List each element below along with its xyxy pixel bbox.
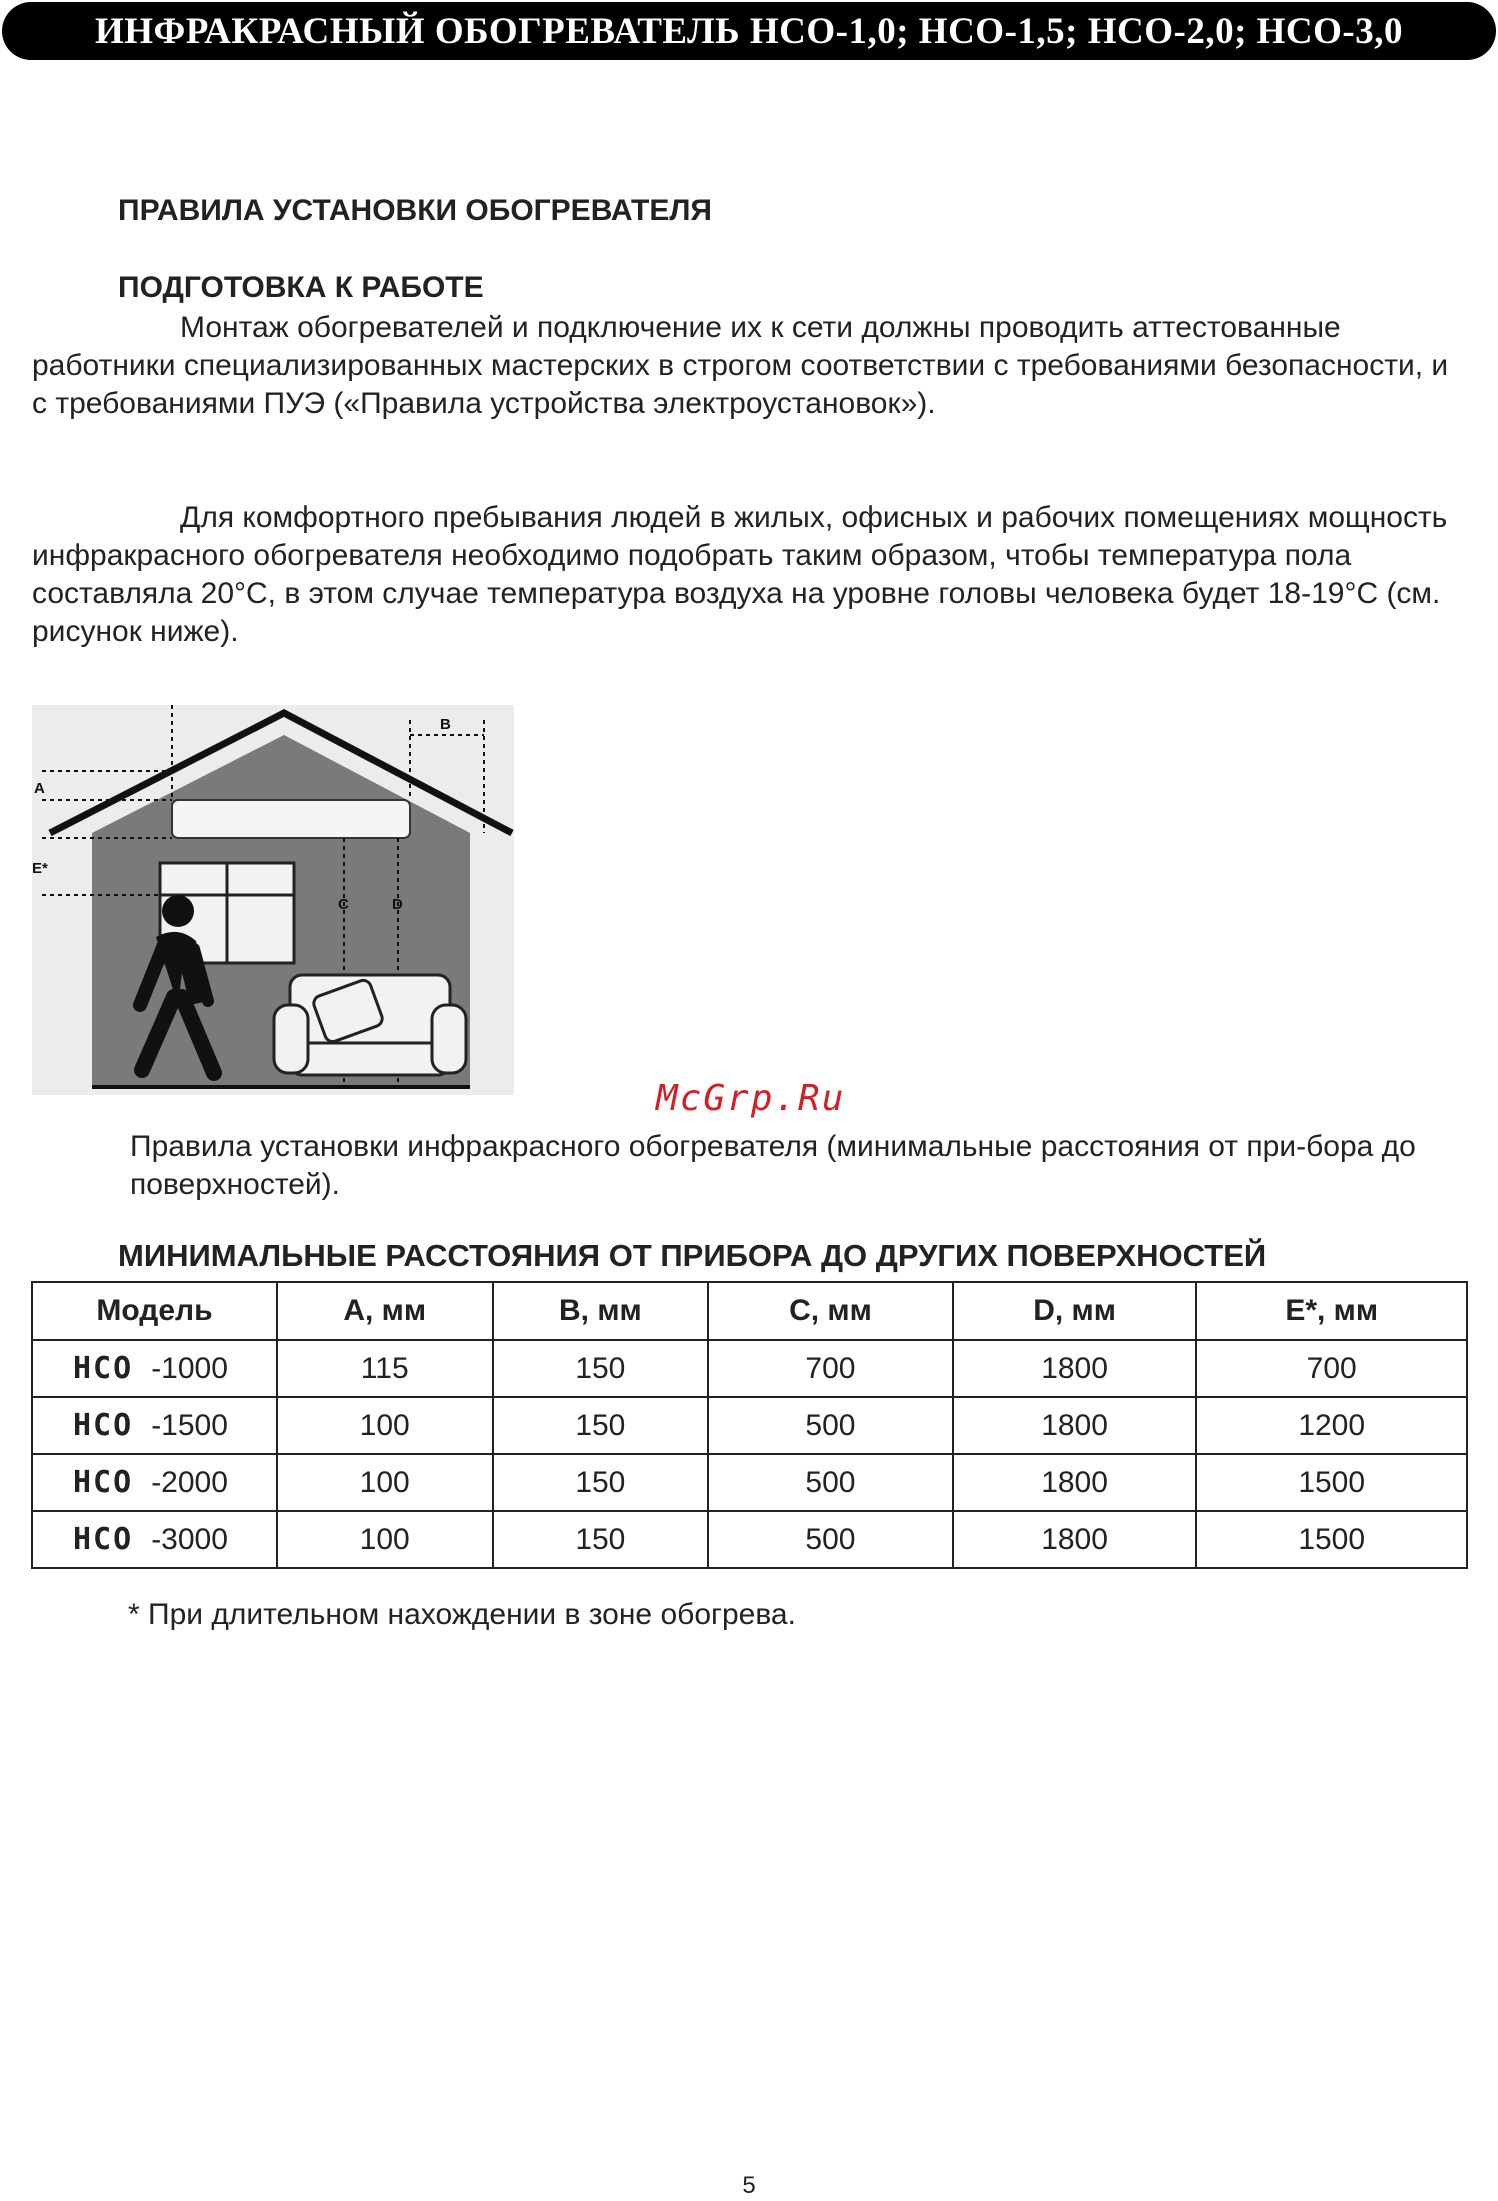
table-row [32, 1511, 1467, 1568]
header-d: D, мм [953, 1282, 1197, 1340]
cell-model [32, 1511, 277, 1568]
header-c: C, мм [708, 1282, 953, 1340]
section-title: ПРАВИЛА УСТАНОВКИ ОБОГРЕВАТЕЛЯ [118, 194, 712, 227]
header-e: E*, мм [1196, 1282, 1467, 1340]
subsection-title: ПОДГОТОВКА К РАБОТЕ [118, 271, 484, 304]
cell-c: 700 [708, 1340, 953, 1397]
header-a: A, мм [277, 1282, 493, 1340]
cell-b: 150 [493, 1454, 709, 1511]
cell-model [32, 1397, 277, 1454]
paragraph-2-text: Для комфортного пребывания людей в жилых, офисных и рабочих помещениях мощность инфракрасного обогревателя необходимо подобрать таким образом, чтобы температура пола составляла 20°С, в этом случае температура воздуха на уровне головы человека будет 18-19°С (см. рисунок ниже). [32, 501, 1448, 648]
label-d: D [392, 896, 403, 913]
label-b: B [440, 716, 451, 733]
label-c: C [338, 896, 349, 913]
cell-d: 1800 [953, 1340, 1197, 1397]
cell-d: 1800 [953, 1511, 1197, 1568]
installation-figure [32, 705, 514, 1095]
cell-a: 100 [277, 1511, 493, 1568]
cell-b: 150 [493, 1397, 709, 1454]
paragraph-1 [32, 309, 1452, 423]
sofa-shape [274, 975, 466, 1075]
cell-e: 1200 [1196, 1397, 1467, 1454]
cell-e: 1500 [1196, 1454, 1467, 1511]
label-a: A [34, 780, 45, 797]
model-name: НСО [73, 1465, 134, 1500]
cell-a: 100 [277, 1454, 493, 1511]
header-b: B, мм [493, 1282, 709, 1340]
header-title: ИНФРАКРАСНЫЙ ОБОГРЕВАТЕЛЬ НСО-1,0; НСО-1,5; НСО-2,0; НСО-3,0 [94, 10, 1404, 52]
header-bar [2, 2, 1496, 60]
table-row [32, 1397, 1467, 1454]
cell-c: 500 [708, 1511, 953, 1568]
figure-caption: Правила установки инфракрасного обогревателя (минимальные расстояния от при-бора до поверхностей). [130, 1130, 1416, 1201]
model-number: -3000 [151, 1523, 228, 1556]
paragraph-1-text: Монтаж обогревателей и подключение их к сети должны проводить аттестованные работники специализированных мастерских в строгом соответствии с требованиями безопасности, и с требованиями ПУЭ («Правила устройства электроустановок»). [32, 311, 1449, 420]
cell-c: 500 [708, 1397, 953, 1454]
model-name: НСО [73, 1351, 134, 1386]
cell-d: 1800 [953, 1397, 1197, 1454]
heater-shape [172, 800, 410, 838]
footnote: * При длительном нахождении в зоне обогрева. [128, 1598, 796, 1631]
cell-c: 500 [708, 1454, 953, 1511]
cell-d: 1800 [953, 1454, 1197, 1511]
distances-table [31, 1281, 1468, 1569]
cell-b: 150 [493, 1340, 709, 1397]
label-e: E* [32, 860, 48, 877]
cell-a: 100 [277, 1397, 493, 1454]
model-number: -2000 [151, 1466, 228, 1499]
cell-a: 115 [277, 1340, 493, 1397]
cell-model [32, 1454, 277, 1511]
paragraph-2 [32, 499, 1452, 651]
cell-e: 700 [1196, 1340, 1467, 1397]
cell-e: 1500 [1196, 1511, 1467, 1568]
table-row [32, 1340, 1467, 1397]
page-number: 5 [742, 2172, 756, 2199]
watermark-text: McGrp.Ru [656, 1078, 846, 1119]
model-number: -1500 [151, 1409, 228, 1442]
model-number: -1000 [151, 1352, 228, 1385]
header-model: Модель [32, 1282, 277, 1340]
cell-model [32, 1340, 277, 1397]
table-row [32, 1454, 1467, 1511]
model-name: НСО [73, 1522, 134, 1557]
table-title: МИНИМАЛЬНЫЕ РАССТОЯНИЯ ОТ ПРИБОРА ДО ДРУГИХ ПОВЕРХНОСТЕЙ [118, 1238, 1267, 1273]
cell-b: 150 [493, 1511, 709, 1568]
model-name: НСО [73, 1408, 134, 1443]
table-header-row [32, 1282, 1467, 1340]
